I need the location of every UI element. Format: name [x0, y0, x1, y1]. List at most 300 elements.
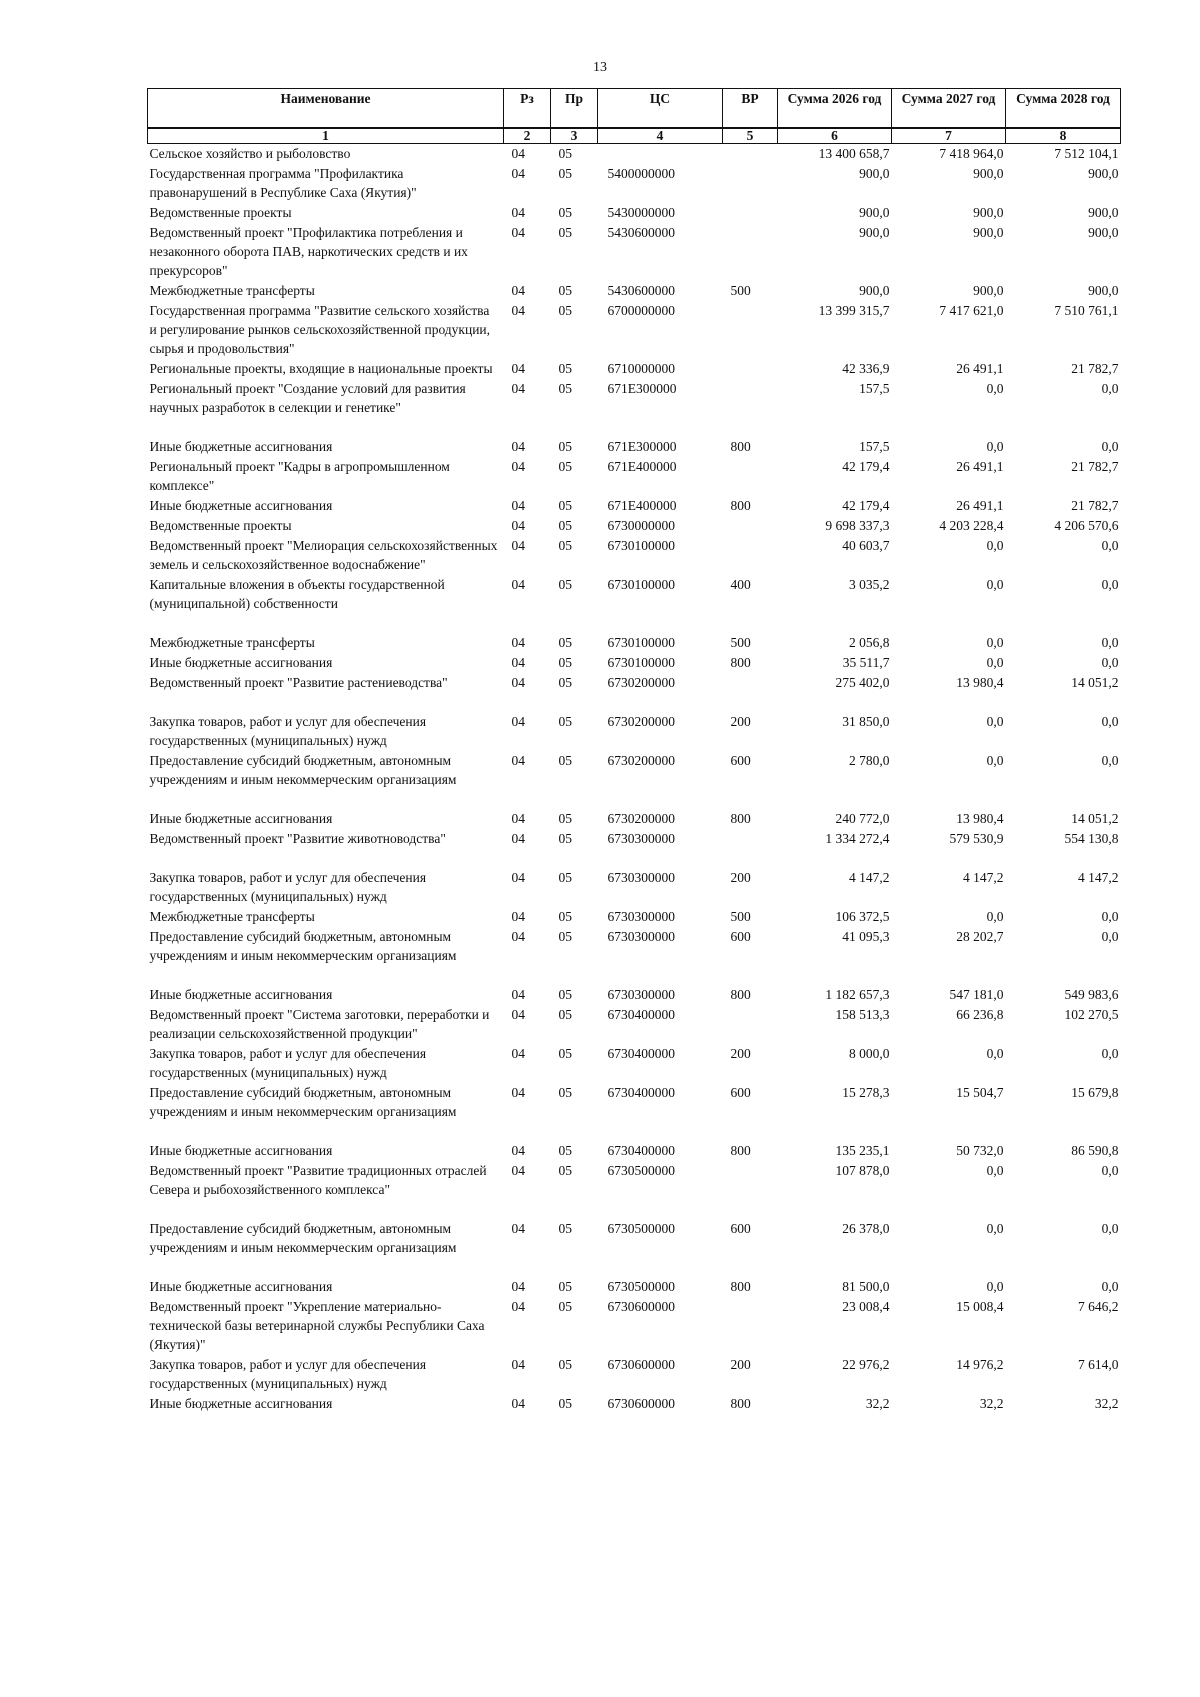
cell-rz: 04 — [511, 225, 525, 240]
cell-sum-2026: 42 179,4 — [842, 459, 890, 474]
cell-vr — [723, 144, 778, 165]
table-row — [148, 1005, 1121, 1044]
cell-rz: 04 — [511, 909, 525, 924]
cell-cs: 6730500000 — [607, 1279, 675, 1294]
cell-sum-2026: 158 513,3 — [835, 1007, 890, 1022]
column-number: 2 — [504, 128, 551, 144]
cell-sum-2028: 0,0 — [1101, 655, 1119, 670]
table-row — [148, 164, 1121, 203]
cell-cs: 6730100000 — [607, 655, 675, 670]
cell-name: Сельское хозяйство и рыболовство — [149, 146, 351, 161]
page-number: 13 — [593, 60, 607, 75]
cell-name: Закупка товаров, работ и услуг для обеспечения государственных (муниципальных) нужд — [149, 714, 427, 748]
cell-sum-2028: 0,0 — [1101, 1163, 1119, 1178]
cell-sum-2026: 32,2 — [865, 1396, 890, 1411]
cell-sum-2028: 7 646,2 — [1078, 1299, 1119, 1314]
cell-name: Предоставление субсидий бюджетным, автономным учреждениям и иным некоммерческим организациям — [149, 1085, 457, 1119]
cell-rz: 04 — [511, 1085, 525, 1100]
cell-sum-2027: 0,0 — [986, 439, 1004, 454]
cell-sum-2027: 26 491,1 — [956, 361, 1004, 376]
cell-vr: 800 — [730, 1143, 751, 1158]
cell-vr: 800 — [730, 811, 751, 826]
cell-rz: 04 — [511, 714, 525, 729]
cell-sum-2028: 7 614,0 — [1078, 1357, 1119, 1372]
cell-pr: 05 — [558, 303, 572, 318]
cell-rz: 04 — [511, 498, 525, 513]
cell-vr — [723, 379, 778, 437]
table-row — [148, 927, 1121, 985]
cell-sum-2028: 4 147,2 — [1078, 870, 1119, 885]
cell-vr — [723, 829, 778, 868]
column-number-row — [148, 128, 1121, 144]
cell-sum-2026: 107 878,0 — [835, 1163, 890, 1178]
cell-sum-2027: 0,0 — [986, 1279, 1004, 1294]
cell-vr: 500 — [730, 283, 751, 298]
cell-cs: 6730000000 — [607, 518, 675, 533]
cell-sum-2026: 8 000,0 — [849, 1046, 890, 1061]
cell-cs: 671E400000 — [607, 459, 677, 474]
cell-pr: 05 — [558, 811, 572, 826]
cell-sum-2026: 13 400 658,7 — [818, 146, 890, 161]
table-row — [148, 281, 1121, 301]
cell-cs: 6730200000 — [607, 714, 675, 729]
column-number: 7 — [892, 128, 1006, 144]
cell-name: Государственная программа "Развитие сельского хозяйства и регулирование рынков сельскохозяйственной продукции, сырья и продовольствия" — [149, 303, 491, 356]
table-row — [148, 457, 1121, 496]
cell-sum-2026: 23 008,4 — [842, 1299, 890, 1314]
cell-vr: 800 — [730, 987, 751, 1002]
cell-rz: 04 — [511, 459, 525, 474]
cell-pr: 05 — [558, 381, 572, 396]
table-row — [148, 673, 1121, 712]
cell-sum-2028: 0,0 — [1101, 753, 1119, 768]
cell-sum-2027: 13 980,4 — [956, 811, 1004, 826]
cell-rz: 04 — [511, 635, 525, 650]
cell-sum-2027: 13 980,4 — [956, 675, 1004, 690]
cell-sum-2027: 66 236,8 — [956, 1007, 1004, 1022]
cell-sum-2026: 42 179,4 — [842, 498, 890, 513]
cell-name: Ведомственный проект "Система заготовки, переработки и реализации сельскохозяйственной продукции" — [149, 1007, 490, 1041]
cell-pr: 05 — [558, 929, 572, 944]
cell-sum-2027: 579 530,9 — [949, 831, 1004, 846]
table-row — [148, 144, 1121, 165]
cell-cs: 6730100000 — [607, 635, 675, 650]
cell-sum-2028: 4 206 570,6 — [1054, 518, 1119, 533]
cell-rz: 04 — [511, 811, 525, 826]
column-number: 5 — [723, 128, 778, 144]
cell-rz: 04 — [511, 1007, 525, 1022]
cell-pr: 05 — [558, 225, 572, 240]
cell-pr: 05 — [558, 361, 572, 376]
cell-sum-2028: 15 679,8 — [1071, 1085, 1119, 1100]
cell-sum-2027: 900,0 — [973, 205, 1004, 220]
cell-vr — [723, 536, 778, 575]
cell-sum-2026: 31 850,0 — [842, 714, 890, 729]
cell-rz: 04 — [511, 577, 525, 592]
cell-name: Ведомственный проект "Укрепление материально-технической базы ветеринарной службы Республики Саха (Якутия)" — [149, 1299, 485, 1352]
cell-cs: 6700000000 — [607, 303, 675, 318]
cell-cs: 6730300000 — [607, 870, 675, 885]
header-vr: ВР — [723, 89, 778, 129]
cell-vr: 600 — [730, 929, 751, 944]
cell-cs: 6730300000 — [607, 831, 675, 846]
cell-vr — [723, 359, 778, 379]
header-sum-2028: Сумма 2028 год — [1006, 89, 1121, 129]
cell-pr: 05 — [558, 1221, 572, 1236]
cell-cs: 5400000000 — [607, 166, 675, 181]
cell-pr: 05 — [558, 1007, 572, 1022]
cell-sum-2028: 900,0 — [1088, 283, 1119, 298]
table-row — [148, 496, 1121, 516]
cell-rz: 04 — [511, 205, 525, 220]
cell-sum-2026: 41 095,3 — [842, 929, 890, 944]
cell-sum-2026: 2 780,0 — [849, 753, 890, 768]
cell-sum-2028: 7 512 104,1 — [1054, 146, 1119, 161]
cell-vr — [723, 1005, 778, 1044]
cell-sum-2027: 0,0 — [986, 577, 1004, 592]
cell-sum-2028: 21 782,7 — [1071, 498, 1119, 513]
cell-pr: 05 — [558, 1143, 572, 1158]
cell-cs: 6730200000 — [607, 753, 675, 768]
cell-sum-2028: 0,0 — [1101, 909, 1119, 924]
table-row — [148, 575, 1121, 633]
cell-sum-2027: 32,2 — [979, 1396, 1004, 1411]
table-row — [148, 1044, 1121, 1083]
cell-vr: 200 — [730, 1357, 751, 1372]
cell-cs: 6730100000 — [607, 577, 675, 592]
cell-name: Ведомственный проект "Развитие растениеводства" — [149, 675, 448, 690]
cell-sum-2027: 7 418 964,0 — [939, 146, 1004, 161]
cell-pr: 05 — [558, 714, 572, 729]
column-number: 4 — [598, 128, 723, 144]
cell-name: Капитальные вложения в объекты государственной (муниципальной) собственности — [149, 577, 445, 611]
cell-cs: 6730400000 — [607, 1046, 675, 1061]
cell-sum-2027: 28 202,7 — [956, 929, 1004, 944]
cell-sum-2028: 554 130,8 — [1064, 831, 1119, 846]
cell-rz: 04 — [511, 361, 525, 376]
cell-name: Ведомственный проект "Профилактика потребления и незаконного оборота ПАВ, наркотических средств и их прекурсоров" — [149, 225, 468, 278]
cell-name: Региональный проект "Создание условий для развития научных разработок в селекции и генетике" — [149, 381, 466, 415]
budget-table — [147, 88, 1121, 1414]
cell-rz: 04 — [511, 166, 525, 181]
cell-cs: 671E300000 — [607, 439, 677, 454]
cell-pr: 05 — [558, 870, 572, 885]
cell-sum-2026: 900,0 — [859, 225, 890, 240]
cell-sum-2028: 21 782,7 — [1071, 459, 1119, 474]
cell-pr: 05 — [558, 459, 572, 474]
cell-sum-2027: 4 147,2 — [963, 870, 1004, 885]
table-body — [148, 144, 1121, 1415]
table-row — [148, 653, 1121, 673]
cell-vr — [723, 1161, 778, 1219]
table-row — [148, 516, 1121, 536]
cell-rz: 04 — [511, 283, 525, 298]
cell-name: Иные бюджетные ассигнования — [149, 439, 333, 454]
cell-vr — [723, 223, 778, 281]
cell-cs — [598, 144, 723, 165]
cell-rz: 04 — [511, 1046, 525, 1061]
cell-sum-2026: 1 334 272,4 — [825, 831, 890, 846]
cell-name: Закупка товаров, работ и услуг для обеспечения государственных (муниципальных) нужд — [149, 1357, 427, 1391]
cell-cs: 6730100000 — [607, 538, 675, 553]
cell-rz: 04 — [511, 538, 525, 553]
cell-pr: 05 — [558, 1299, 572, 1314]
table-row — [148, 1394, 1121, 1414]
cell-rz: 04 — [511, 1279, 525, 1294]
table-row — [148, 907, 1121, 927]
cell-vr — [723, 164, 778, 203]
cell-sum-2026: 2 056,8 — [849, 635, 890, 650]
cell-vr — [723, 301, 778, 359]
header-rz: Рз — [504, 89, 551, 129]
cell-sum-2028: 7 510 761,1 — [1054, 303, 1119, 318]
cell-sum-2026: 26 378,0 — [842, 1221, 890, 1236]
cell-vr: 800 — [730, 655, 751, 670]
cell-name: Региональные проекты, входящие в национальные проекты — [149, 361, 493, 376]
cell-name: Закупка товаров, работ и услуг для обеспечения государственных (муниципальных) нужд — [149, 870, 427, 904]
cell-sum-2027: 26 491,1 — [956, 459, 1004, 474]
cell-name: Региональный проект "Кадры в агропромышленном комплексе" — [149, 459, 450, 493]
cell-pr: 05 — [558, 498, 572, 513]
cell-sum-2027: 547 181,0 — [949, 987, 1004, 1002]
cell-sum-2026: 106 372,5 — [835, 909, 890, 924]
cell-vr: 800 — [730, 498, 751, 513]
cell-rz: 04 — [511, 518, 525, 533]
cell-vr: 600 — [730, 753, 751, 768]
cell-vr: 500 — [730, 635, 751, 650]
cell-name: Иные бюджетные ассигнования — [149, 498, 333, 513]
table-row — [148, 712, 1121, 751]
cell-vr: 500 — [730, 909, 751, 924]
cell-pr: 05 — [558, 205, 572, 220]
cell-vr: 600 — [730, 1221, 751, 1236]
cell-cs: 6730200000 — [607, 811, 675, 826]
table-row — [148, 379, 1121, 437]
cell-sum-2028: 14 051,2 — [1071, 811, 1119, 826]
cell-name: Ведомственный проект "Развитие животноводства" — [149, 831, 446, 846]
cell-rz: 04 — [511, 303, 525, 318]
cell-sum-2026: 35 511,7 — [842, 655, 890, 670]
cell-pr: 05 — [558, 987, 572, 1002]
cell-sum-2028: 0,0 — [1101, 635, 1119, 650]
cell-pr: 05 — [558, 675, 572, 690]
table-row — [148, 223, 1121, 281]
cell-sum-2028: 0,0 — [1101, 577, 1119, 592]
cell-cs: 6730500000 — [607, 1221, 675, 1236]
cell-rz: 04 — [511, 1221, 525, 1236]
cell-vr: 800 — [730, 1396, 751, 1411]
cell-sum-2028: 0,0 — [1101, 929, 1119, 944]
cell-sum-2027: 14 976,2 — [956, 1357, 1004, 1372]
cell-pr: 05 — [558, 1085, 572, 1100]
table-row — [148, 536, 1121, 575]
cell-sum-2027: 0,0 — [986, 381, 1004, 396]
cell-vr — [723, 673, 778, 712]
cell-pr: 05 — [558, 577, 572, 592]
cell-cs: 6730300000 — [607, 987, 675, 1002]
cell-sum-2026: 42 336,9 — [842, 361, 890, 376]
table-row — [148, 203, 1121, 223]
cell-sum-2028: 900,0 — [1088, 225, 1119, 240]
cell-sum-2026: 40 603,7 — [842, 538, 890, 553]
cell-rz: 04 — [511, 987, 525, 1002]
cell-rz: 04 — [511, 870, 525, 885]
cell-rz: 04 — [511, 146, 525, 161]
cell-cs: 6730400000 — [607, 1007, 675, 1022]
cell-pr: 05 — [558, 538, 572, 553]
table-row — [148, 1355, 1121, 1394]
table-row — [148, 829, 1121, 868]
cell-sum-2027: 0,0 — [986, 538, 1004, 553]
cell-sum-2027: 15 504,7 — [956, 1085, 1004, 1100]
cell-cs: 671E300000 — [607, 381, 677, 396]
cell-name: Иные бюджетные ассигнования — [149, 655, 333, 670]
cell-sum-2028: 900,0 — [1088, 205, 1119, 220]
cell-sum-2026: 275 402,0 — [835, 675, 890, 690]
cell-name: Закупка товаров, работ и услуг для обеспечения государственных (муниципальных) нужд — [149, 1046, 427, 1080]
header-pr: Пр — [551, 89, 598, 129]
table-row — [148, 633, 1121, 653]
cell-vr — [723, 1297, 778, 1355]
cell-rz: 04 — [511, 655, 525, 670]
cell-rz: 04 — [511, 753, 525, 768]
cell-pr: 05 — [558, 1046, 572, 1061]
cell-sum-2027: 0,0 — [986, 1221, 1004, 1236]
cell-sum-2026: 4 147,2 — [849, 870, 890, 885]
cell-sum-2028: 21 782,7 — [1071, 361, 1119, 376]
cell-sum-2028: 0,0 — [1101, 439, 1119, 454]
cell-pr: 05 — [558, 1279, 572, 1294]
header-sum-2026: Сумма 2026 год — [778, 89, 892, 129]
cell-name: Иные бюджетные ассигнования — [149, 1279, 333, 1294]
cell-pr: 05 — [558, 439, 572, 454]
table-row — [148, 1277, 1121, 1297]
cell-cs: 5430000000 — [607, 205, 675, 220]
cell-sum-2027: 900,0 — [973, 225, 1004, 240]
cell-sum-2028: 32,2 — [1094, 1396, 1119, 1411]
cell-name: Предоставление субсидий бюджетным, автономным учреждениям и иным некоммерческим организациям — [149, 1221, 457, 1255]
cell-name: Иные бюджетные ассигнования — [149, 811, 333, 826]
cell-sum-2026: 135 235,1 — [835, 1143, 890, 1158]
cell-sum-2026: 22 976,2 — [842, 1357, 890, 1372]
cell-sum-2028: 0,0 — [1101, 1279, 1119, 1294]
cell-sum-2026: 15 278,3 — [842, 1085, 890, 1100]
cell-rz: 04 — [511, 1299, 525, 1314]
cell-sum-2027: 900,0 — [973, 283, 1004, 298]
cell-sum-2027: 0,0 — [986, 714, 1004, 729]
table-row — [148, 1141, 1121, 1161]
cell-sum-2026: 240 772,0 — [835, 811, 890, 826]
cell-sum-2027: 0,0 — [986, 753, 1004, 768]
column-number: 6 — [778, 128, 892, 144]
cell-rz: 04 — [511, 1396, 525, 1411]
header-cs: ЦС — [598, 89, 723, 129]
column-number: 1 — [148, 128, 504, 144]
cell-sum-2027: 4 203 228,4 — [939, 518, 1004, 533]
cell-cs: 6730600000 — [607, 1357, 675, 1372]
cell-cs: 5430600000 — [607, 283, 675, 298]
cell-cs: 671E400000 — [607, 498, 677, 513]
cell-vr — [723, 516, 778, 536]
cell-rz: 04 — [511, 381, 525, 396]
cell-sum-2028: 14 051,2 — [1071, 675, 1119, 690]
cell-cs: 6730600000 — [607, 1396, 675, 1411]
cell-sum-2027: 0,0 — [986, 635, 1004, 650]
cell-name: Предоставление субсидий бюджетным, автономным учреждениям и иным некоммерческим организациям — [149, 753, 457, 787]
cell-sum-2027: 7 417 621,0 — [939, 303, 1004, 318]
cell-pr: 05 — [558, 1396, 572, 1411]
cell-cs: 6730600000 — [607, 1299, 675, 1314]
cell-sum-2028: 102 270,5 — [1064, 1007, 1119, 1022]
cell-name: Межбюджетные трансферты — [149, 635, 315, 650]
table-row — [148, 301, 1121, 359]
cell-vr — [723, 457, 778, 496]
cell-sum-2028: 0,0 — [1101, 381, 1119, 396]
cell-name: Межбюджетные трансферты — [149, 909, 315, 924]
cell-name: Государственная программа "Профилактика правонарушений в Республике Саха (Якутия)" — [149, 166, 417, 200]
cell-sum-2027: 15 008,4 — [956, 1299, 1004, 1314]
cell-sum-2026: 13 399 315,7 — [818, 303, 890, 318]
table-header-row — [148, 89, 1121, 129]
cell-sum-2028: 0,0 — [1101, 538, 1119, 553]
cell-name: Межбюджетные трансферты — [149, 283, 315, 298]
cell-name: Ведомственные проекты — [149, 205, 292, 220]
cell-sum-2028: 549 983,6 — [1064, 987, 1119, 1002]
cell-sum-2026: 81 500,0 — [842, 1279, 890, 1294]
cell-sum-2027: 900,0 — [973, 166, 1004, 181]
cell-rz: 04 — [511, 1163, 525, 1178]
cell-rz: 04 — [511, 831, 525, 846]
cell-pr: 05 — [558, 909, 572, 924]
cell-rz: 04 — [511, 929, 525, 944]
cell-name: Ведомственный проект "Мелиорация сельскохозяйственных земель и сельскохозяйственное водоснабжение" — [149, 538, 498, 572]
table-row — [148, 1219, 1121, 1277]
cell-vr: 200 — [730, 870, 751, 885]
column-number: 8 — [1006, 128, 1121, 144]
column-number: 3 — [551, 128, 598, 144]
cell-rz: 04 — [511, 1143, 525, 1158]
cell-cs: 6730300000 — [607, 909, 675, 924]
table-row — [148, 809, 1121, 829]
cell-name: Иные бюджетные ассигнования — [149, 987, 333, 1002]
cell-sum-2027: 26 491,1 — [956, 498, 1004, 513]
table-row — [148, 1161, 1121, 1219]
table-row — [148, 1083, 1121, 1141]
cell-cs: 5430600000 — [607, 225, 675, 240]
cell-sum-2027: 0,0 — [986, 655, 1004, 670]
cell-pr: 05 — [558, 518, 572, 533]
cell-sum-2026: 900,0 — [859, 205, 890, 220]
cell-vr: 400 — [730, 577, 751, 592]
cell-rz: 04 — [511, 675, 525, 690]
table-row — [148, 868, 1121, 907]
budget-table-container — [147, 88, 1120, 1414]
cell-sum-2026: 157,5 — [859, 439, 890, 454]
cell-name: Предоставление субсидий бюджетным, автономным учреждениям и иным некоммерческим организациям — [149, 929, 457, 963]
cell-rz: 04 — [511, 439, 525, 454]
cell-vr: 800 — [730, 439, 751, 454]
cell-vr: 200 — [730, 1046, 751, 1061]
cell-sum-2026: 3 035,2 — [849, 577, 890, 592]
cell-pr: 05 — [558, 283, 572, 298]
cell-sum-2027: 0,0 — [986, 1163, 1004, 1178]
cell-vr: 200 — [730, 714, 751, 729]
cell-cs: 6730300000 — [607, 929, 675, 944]
cell-pr: 05 — [558, 831, 572, 846]
cell-sum-2028: 0,0 — [1101, 1221, 1119, 1236]
cell-sum-2028: 0,0 — [1101, 1046, 1119, 1061]
header-name: Наименование — [148, 89, 504, 129]
